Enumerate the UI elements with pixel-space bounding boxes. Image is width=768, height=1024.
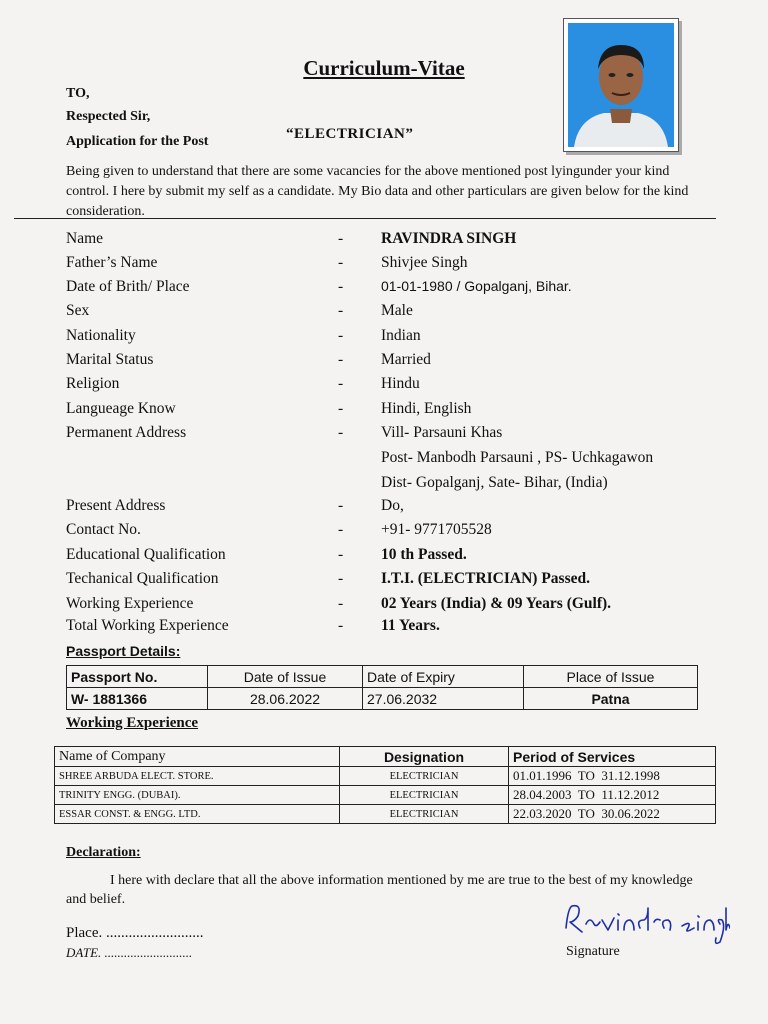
detail-separator: - [338, 254, 344, 271]
detail-value: Dist- Gopalganj, Sate- Bihar, (India) [381, 474, 608, 491]
detail-label: Educational Qualification [66, 546, 226, 563]
declaration-text: I here with declare that all the above information mentioned by me are true to the best of my knowledge and belief. [66, 873, 693, 907]
passport-header-expiry: Date of Expiry [363, 666, 524, 688]
detail-value: 11 Years. [381, 617, 440, 634]
passport-header-number: Passport No. [67, 666, 208, 688]
detail-value: 02 Years (India) & 09 Years (Gulf). [381, 595, 612, 612]
detail-value: Indian [381, 327, 421, 344]
salutation: Respected Sir, [66, 109, 151, 124]
detail-separator: - [338, 230, 344, 247]
table-row [55, 805, 716, 824]
passport-place: Patna [524, 688, 698, 710]
detail-separator: - [338, 278, 344, 295]
detail-separator: - [338, 595, 344, 612]
detail-label: Religion [66, 375, 120, 392]
work-experience-title: Working Experience [66, 715, 199, 731]
detail-label: Working Experience [66, 595, 194, 612]
detail-label: Permanent Address [66, 424, 187, 441]
detail-label: Sex [66, 302, 90, 319]
detail-value: 10 th Passed. [381, 546, 467, 563]
passport-header-place: Place of Issue [524, 666, 698, 688]
passport-header-issue: Date of Issue [208, 666, 363, 688]
detail-value: Post- Manbodh Parsauni , PS- Uchkagawon [381, 449, 654, 466]
work-company: TRINITY ENGG. (DUBAI). [55, 786, 340, 805]
application-label: Application for the Post [66, 134, 209, 149]
work-period: 22.03.2020 TO 30.06.2022 [509, 805, 716, 824]
detail-separator: - [338, 375, 344, 392]
detail-value: Hindi, English [381, 400, 472, 417]
detail-separator: - [338, 400, 344, 417]
detail-label: Total Working Experience [66, 617, 229, 634]
candidate-photo [563, 18, 679, 152]
intro-paragraph: Being given to understand that there are some vacancies for the above mentioned post lyingunder your kind control. I here by submit my self as a candidate. My Bio data and other particulars are given below for the kind consideration. [66, 164, 689, 219]
detail-separator: - [338, 546, 344, 563]
detail-separator: - [338, 497, 344, 514]
detail-separator: - [338, 424, 344, 441]
detail-label: Father’s Name [66, 254, 158, 271]
work-header-period: Period of Services [509, 747, 716, 767]
detail-value: Do, [381, 497, 404, 514]
header-divider [14, 218, 716, 219]
detail-separator: - [338, 327, 344, 344]
detail-separator: - [338, 351, 344, 368]
applied-post: “ELECTRICIAN” [286, 126, 414, 142]
passport-title: Passport Details: [66, 643, 181, 659]
passport-issue-date: 28.06.2022 [208, 688, 363, 710]
work-designation: ELECTRICIAN [340, 805, 509, 824]
detail-label: Contact No. [66, 521, 141, 538]
detail-value: I.T.I. (ELECTRICIAN) Passed. [381, 570, 590, 587]
date-field: DATE. ........................... [66, 945, 193, 960]
detail-label: Present Address [66, 497, 166, 514]
detail-separator: - [338, 617, 344, 634]
detail-label: Name [66, 230, 104, 247]
work-company: ESSAR CONST. & ENGG. LTD. [55, 805, 340, 824]
detail-label: Marital Status [66, 351, 154, 368]
work-designation: ELECTRICIAN [340, 767, 509, 786]
addressee-to: TO, [66, 86, 90, 101]
detail-separator: - [338, 302, 344, 319]
detail-value: +91- 9771705528 [381, 521, 492, 538]
work-experience-table [54, 746, 716, 824]
detail-label: Langueage Know [66, 400, 176, 417]
table-row [67, 688, 698, 710]
passport-expiry-date: 27.06.2032 [363, 688, 524, 710]
detail-value: Vill- Parsauni Khas [381, 424, 503, 441]
signature-label: Signature [566, 944, 620, 959]
work-period: 28.04.2003 TO 11.12.2012 [509, 786, 716, 805]
work-header-designation: Designation [340, 747, 509, 767]
detail-value: 01-01-1980 / Gopalganj, Bihar. [381, 278, 572, 294]
detail-value: Married [381, 351, 431, 368]
detail-separator: - [338, 521, 344, 538]
table-row [55, 767, 716, 786]
passport-number: W- 1881366 [67, 688, 208, 710]
detail-label: Techanical Qualification [66, 570, 219, 587]
table-row [67, 666, 698, 688]
detail-value: Shivjee Singh [381, 254, 468, 271]
detail-value: RAVINDRA SINGH [381, 230, 517, 247]
work-company: SHREE ARBUDA ELECT. STORE. [55, 767, 340, 786]
detail-label: Nationality [66, 327, 136, 344]
declaration-title: Declaration: [66, 845, 141, 860]
work-designation: ELECTRICIAN [340, 786, 509, 805]
place-field: Place. .......................... [66, 925, 204, 941]
table-row [55, 747, 716, 767]
passport-table [66, 665, 698, 710]
detail-separator: - [338, 570, 344, 587]
detail-value: Hindu [381, 375, 420, 392]
detail-label: Date of Brith/ Place [66, 278, 190, 295]
work-header-company: Name of Company [55, 747, 340, 767]
detail-value: Male [381, 302, 413, 319]
cv-title: Curriculum-Vitae [303, 56, 465, 80]
work-period: 01.01.1996 TO 31.12.1998 [509, 767, 716, 786]
table-row [55, 786, 716, 805]
